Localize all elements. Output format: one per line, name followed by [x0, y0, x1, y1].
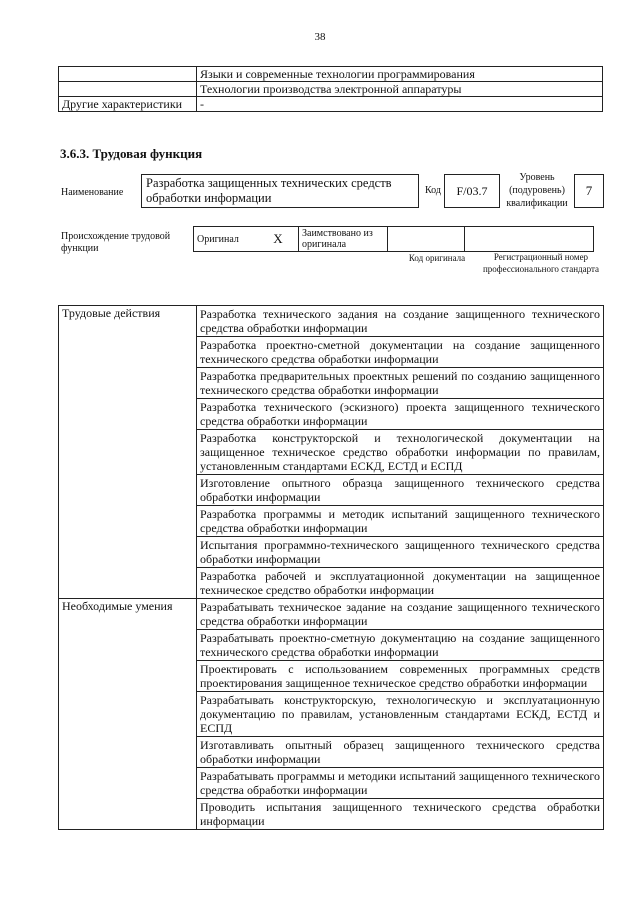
code-label: Код: [425, 185, 441, 196]
table-row: [59, 97, 603, 112]
skills-item: Проектировать с использованием современных программных средств проектирования защищенное техническое средство обработки информации: [197, 661, 604, 692]
actions-label: Трудовые действия: [59, 306, 197, 599]
actions-item: Разработка технического задания на создание защищенного технического средства обработки информации: [197, 306, 604, 337]
table-cell-label: Другие характеристики: [59, 97, 197, 112]
origin-borrowed: Заимствовано из оригинала: [299, 227, 388, 252]
actions-item: Разработка программы и методик испытаний защищенного технического средства обработки информации: [197, 506, 604, 537]
skills-item: Разрабатывать программы и методики испытаний защищенного технического средства обработки информации: [197, 768, 604, 799]
code-value: F/03.7: [444, 174, 500, 208]
origin-reg-cell: [465, 227, 594, 252]
page-number: 38: [314, 31, 326, 43]
table-row: [59, 82, 603, 97]
origin-code-cell: [388, 227, 465, 252]
actions-item: Испытания программно-технического защищенного технического средства обработки информации: [197, 537, 604, 568]
skills-item: Разрабатывать техническое задание на создание защищенного технического средства обработки информации: [197, 599, 604, 630]
origin-label: Происхождение трудовой функции: [61, 231, 171, 254]
table-cell-label: [59, 67, 197, 82]
origin-mark: X: [258, 227, 299, 252]
table-cell-value: Технологии производства электронной аппаратуры: [197, 82, 603, 97]
actions-item: Разработка рабочей и эксплуатационной документации на защищенное техническое средство обработки информации: [197, 568, 604, 599]
function-table-body: [59, 306, 604, 830]
actions-item: Разработка проектно-сметной документации на создание защищенного технического средства обработки информации: [197, 337, 604, 368]
actions-item: Разработка конструкторской и технологической документации на защищенное техническое средство обработки информации по правилам, установленным стандартами ЕСКД, ЕСТД и ЕСПД: [197, 430, 604, 475]
table-cell-label: [59, 82, 197, 97]
section-title: 3.6.3. Трудовая функция: [60, 146, 203, 161]
origin-table: [193, 226, 594, 252]
table-row: [59, 67, 603, 82]
skills-item: Проводить испытания защищенного технического средства обработки информации: [197, 799, 604, 830]
table-cell-value: Языки и современные технологии программирования: [197, 67, 603, 82]
skills-label: Необходимые умения: [59, 599, 197, 830]
level-value: 7: [574, 174, 604, 208]
actions-item: Разработка технического (эскизного) проекта защищенного технического средства обработки информации: [197, 399, 604, 430]
knowledge-table: [58, 66, 603, 112]
skills-item: Разрабатывать конструкторскую, технологическую и эксплуатационную документацию по правилам, установленным стандартами ЕСКД, ЕСТД и ЕСПД: [197, 692, 604, 737]
function-table: [58, 305, 604, 830]
origin-reg-caption: Регистрационный номер профессионального стандарта: [482, 252, 600, 274]
origin-original: Оригинал: [194, 227, 259, 252]
actions-item: Изготовление опытного образца защищенного технического средства обработки информации: [197, 475, 604, 506]
skills-item: Изготавливать опытный образец защищенного технического средства обработки информации: [197, 737, 604, 768]
name-value: Разработка защищенных технических средств обработки информации: [141, 174, 419, 208]
origin-code-caption: Код оригинала: [408, 253, 466, 263]
table-row: [194, 227, 594, 252]
table-row: [59, 306, 604, 337]
table-row: [59, 599, 604, 630]
name-label: Наименование: [61, 187, 124, 198]
actions-item: Разработка предварительных проектных решений по созданию защищенного технического средства обработки информации: [197, 368, 604, 399]
skills-item: Разрабатывать проектно-сметную документацию на создание защищенного технического средства обработки информации: [197, 630, 604, 661]
level-label: Уровень (подуровень) квалификации: [506, 172, 568, 209]
table-cell-value: -: [197, 97, 603, 112]
